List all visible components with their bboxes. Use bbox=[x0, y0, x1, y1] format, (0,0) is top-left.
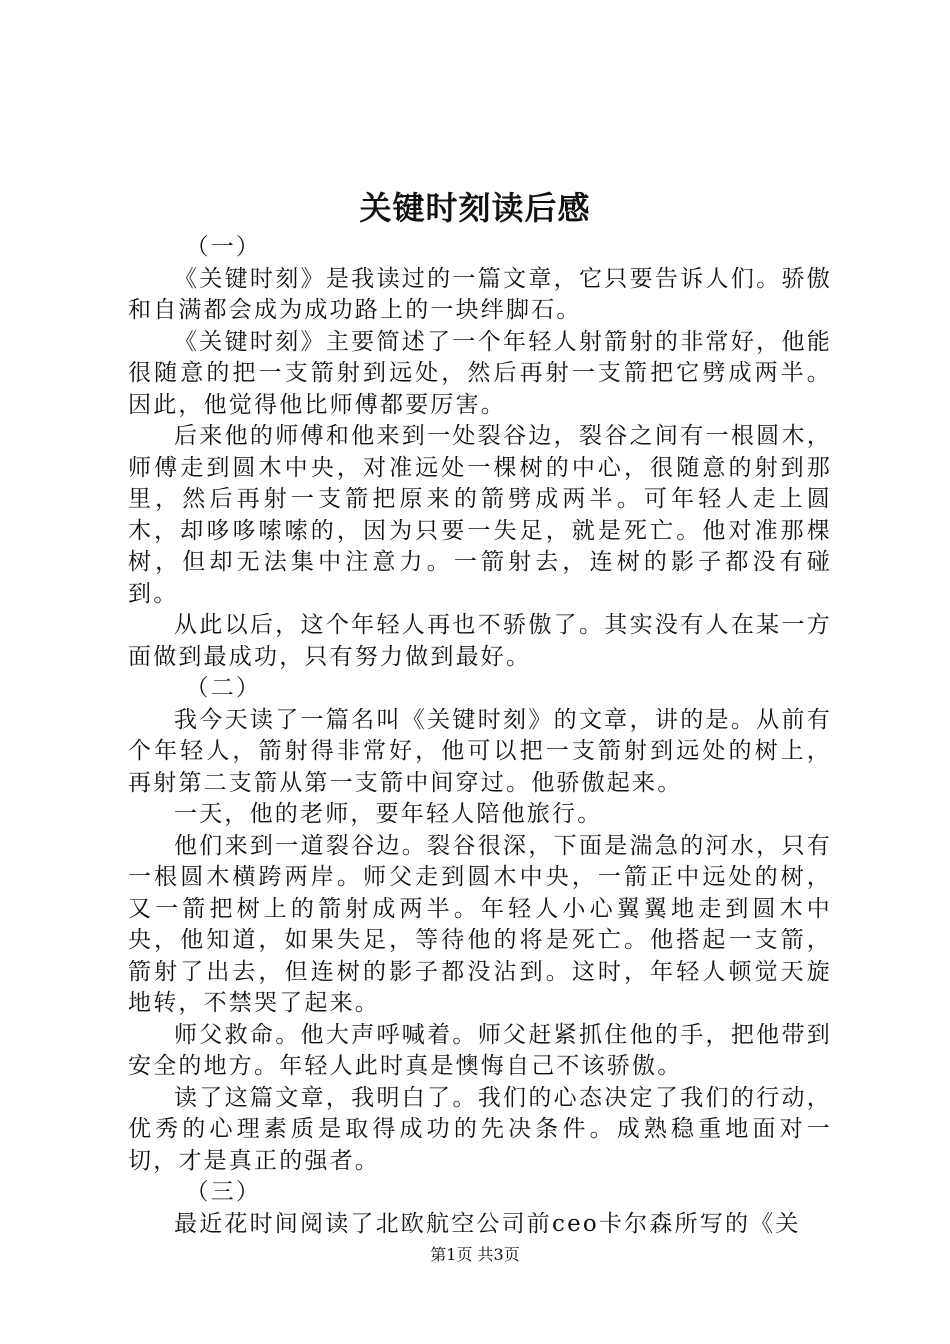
paragraph: 从此以后，这个年轻人再也不骄傲了。其实没有人在某一方面做到最成功，只有努力做到最好。 bbox=[128, 612, 832, 670]
paragraph: 一天，他的老师，要年轻人陪他旅行。 bbox=[174, 801, 603, 827]
document-body bbox=[128, 232, 832, 1240]
paragraph: 《关键时刻》主要简述了一个年轻人射箭射的非常好，他能很随意的把一支箭射到远处，然后再射一支箭把它劈成两半。因此，他觉得他比师傅都要厉害。 bbox=[128, 328, 832, 418]
paragraph: 最近花时间阅读了北欧航空公司前ceo卡尔森所写的《关 bbox=[174, 1210, 801, 1237]
section-heading: （二） bbox=[185, 675, 262, 701]
paragraph: 《关键时刻》是我读过的一篇文章，它只要告诉人们。骄傲和自满都会成为成功路上的一块绊脚石。 bbox=[128, 265, 832, 323]
section-heading: （三） bbox=[185, 1179, 262, 1205]
paragraph: 读了这篇文章，我明白了。我们的心态决定了我们的行动，优秀的心理素质是取得成功的先决条件。成熟稳重地面对一切，才是真正的强者。 bbox=[128, 1084, 832, 1174]
paragraph: 后来他的师傅和他来到一处裂谷边，裂谷之间有一根圆木，师傅走到圆木中央，对准远处一棵树的中心，很随意的射到那里，然后再射一支箭把原来的箭劈成两半。可年轻人走上圆木，却哆哆嗦嗦的，因为只要一失足，就是死亡。他对准那棵树，但却无法集中注意力。一箭射去，连树的影子都没有碰到。 bbox=[128, 423, 832, 607]
document-title: 关键时刻读后感 bbox=[359, 189, 591, 227]
paragraph: 他们来到一道裂谷边。裂谷很深，下面是湍急的河水，只有一根圆木横跨两岸。师父走到圆木中央，一箭正中远处的树，又一箭把树上的箭射成两半。年轻人小心翼翼地走到圆木中央，他知道，如果失足，等待他的将是死亡。他搭起一支箭，箭射了出去，但连树的影子都没沾到。这时，年轻人顿觉天旋地转，不禁哭了起来。 bbox=[128, 832, 832, 1016]
section-heading: （一） bbox=[185, 234, 262, 260]
page-number-footer: 第1页 共3页 bbox=[430, 1245, 520, 1264]
paragraph: 师父救命。他大声呼喊着。师父赶紧抓住他的手，把他带到安全的地方。年轻人此时真是懊悔自己不该骄傲。 bbox=[128, 1021, 832, 1079]
paragraph: 我今天读了一篇名叫《关键时刻》的文章，讲的是。从前有个年轻人，箭射得非常好，他可以把一支箭射到远处的树上，再射第二支箭从第一支箭中间穿过。他骄傲起来。 bbox=[128, 706, 832, 796]
